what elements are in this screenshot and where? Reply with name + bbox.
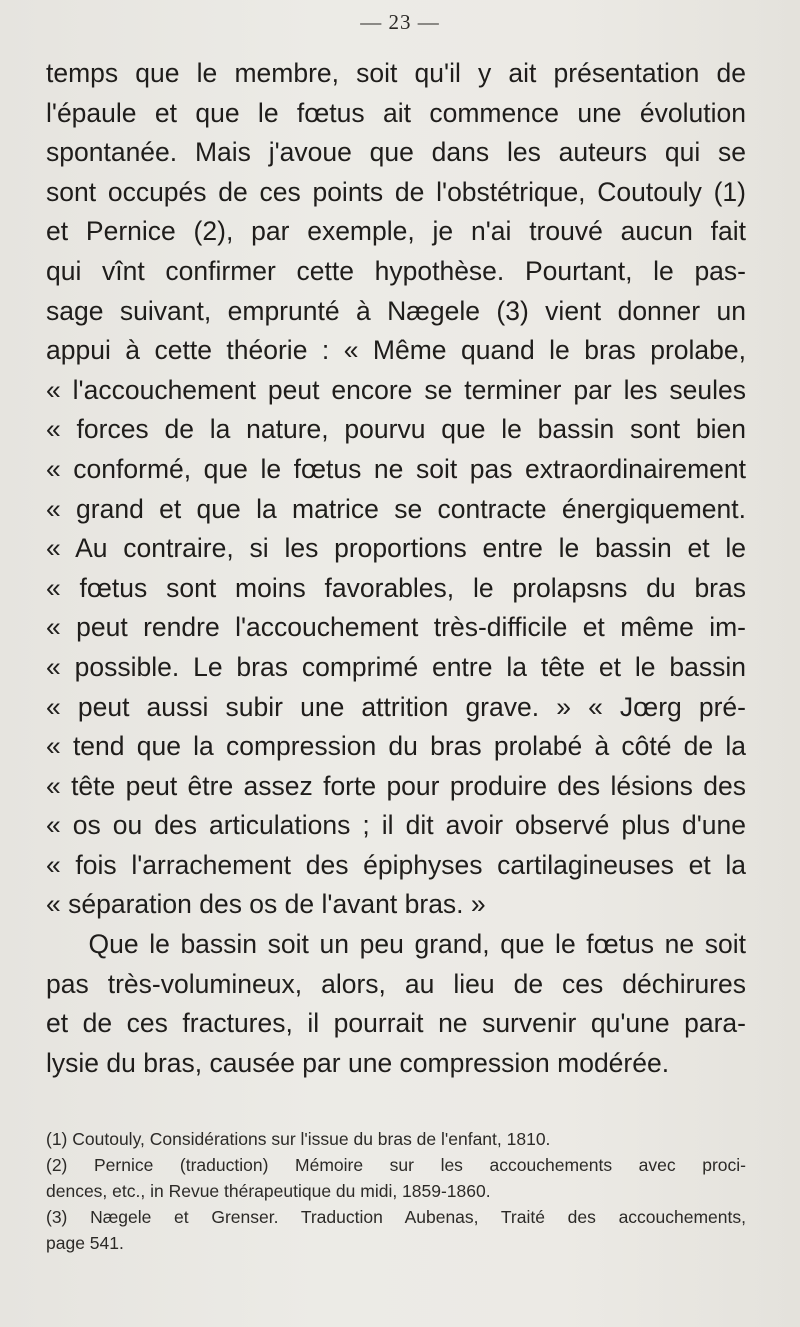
footnote: (3) Nægele et Grenser. Traduction Aubenas, Traité des accouchements,	[46, 1207, 746, 1227]
text-line: « peut aussi subir une attrition grave. » « Jœrg pré-	[46, 691, 746, 722]
text-line: « possible. Le bras comprimé entre la tête et le bassin	[46, 651, 746, 682]
text-line: et de ces fractures, il pourrait ne survenir qu'une para-	[46, 1008, 746, 1039]
text-line: « tête peut être assez forte pour produire des lésions des	[46, 770, 746, 801]
footnote: (1) Coutouly, Considérations sur l'issue du bras de l'enfant, 1810.	[46, 1129, 551, 1149]
page-number: — 23 —	[360, 10, 440, 34]
text-line: « conformé, que le fœtus ne soit pas extraordinairement	[46, 453, 746, 484]
text-line: « tend que la compression du bras prolabé à côté de la	[46, 731, 746, 762]
text-line: lysie du bras, causée par une compression modérée.	[46, 1047, 670, 1078]
text-line: qui vînt confirmer cette hypothèse. Pourtant, le pas-	[46, 255, 746, 286]
text-line: « os ou des articulations ; il dit avoir observé plus d'une	[46, 810, 746, 841]
text-line: « fois l'arrachement des épiphyses cartilagineuses et la	[46, 849, 746, 880]
text-line: pas très-volumineux, alors, au lieu de ces déchirures	[46, 968, 746, 999]
text-line: « grand et que la matrice se contracte énergiquement.	[46, 493, 746, 524]
text-line: « séparation des os de l'avant bras. »	[46, 889, 486, 920]
text-line: « Au contraire, si les proportions entre le bassin et le	[46, 533, 746, 564]
text-line: sont occupés de ces points de l'obstétrique, Coutouly (1)	[46, 176, 746, 207]
text-line: « forces de la nature, pourvu que le bassin sont bien	[46, 414, 746, 445]
text-line: l'épaule et que le fœtus ait commence une évolution	[46, 97, 746, 128]
footnote: (2) Pernice (traduction) Mémoire sur les accouchements avec proci-	[46, 1155, 746, 1175]
footnote: dences, etc., in Revue thérapeutique du midi, 1859-1860.	[46, 1181, 491, 1201]
text-line: et Pernice (2), par exemple, je n'ai trouvé aucun fait	[46, 216, 746, 247]
text-line: Que le bassin soit un peu grand, que le fœtus ne soit	[46, 929, 746, 960]
text-line: sage suivant, emprunté à Nægele (3) vient donner un	[46, 295, 746, 326]
text-line: temps que le membre, soit qu'il y ait présentation de	[46, 58, 746, 88]
text-line: spontanée. Mais j'avoue que dans les auteurs qui se	[46, 137, 746, 168]
text-line: « l'accouchement peut encore se terminer par les seules	[46, 374, 746, 405]
body-text	[46, 54, 746, 1083]
footnotes	[46, 1126, 746, 1256]
text-line: « fœtus sont moins favorables, le prolapsns du bras	[46, 572, 746, 603]
footnote: page 541.	[46, 1233, 124, 1253]
text-line: appui à cette théorie : « Même quand le bras prolabe,	[46, 335, 746, 366]
text-line: « peut rendre l'accouchement très-difficile et même im-	[46, 612, 746, 643]
